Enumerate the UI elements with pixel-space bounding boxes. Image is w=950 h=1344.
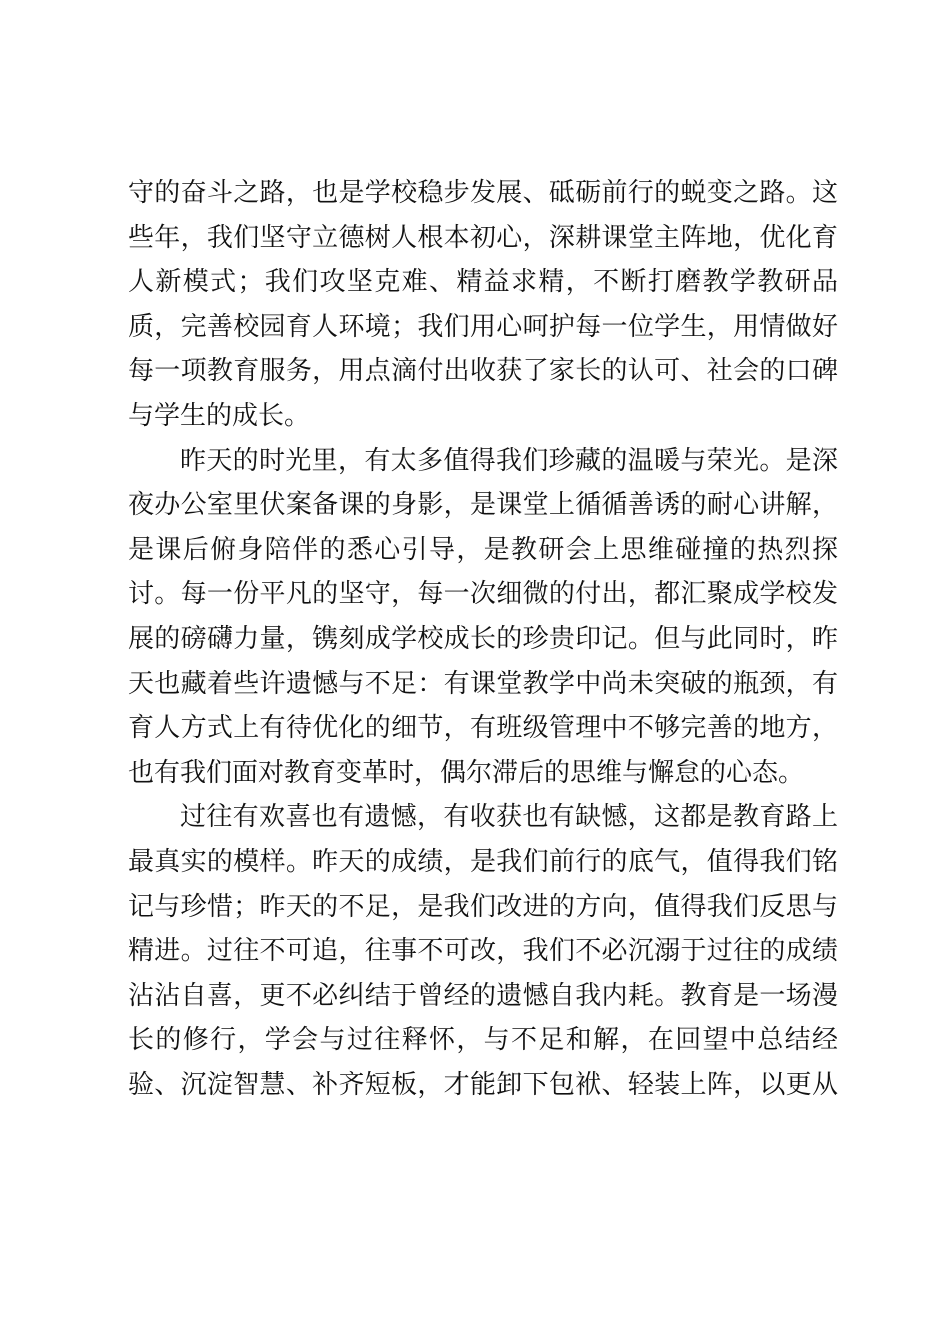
text-line: 育人方式上有待优化的细节，有班级管理中不够完善的地方， xyxy=(128,713,838,744)
paragraph-2 xyxy=(128,439,838,796)
text-line: 昨天的时光里，有太多值得我们珍藏的温暖与荣光。是深 xyxy=(180,445,838,476)
text-line: 守的奋斗之路，也是学校稳步发展、砥砺前行的蜕变之路。这 xyxy=(128,178,838,208)
document-body xyxy=(128,171,838,1107)
text-line: 与学生的成长。 xyxy=(128,400,311,431)
text-line: 夜办公室里伏案备课的身影，是课堂上循循善诱的耐心讲解， xyxy=(128,490,838,521)
text-line: 是课后俯身陪伴的悉心引导，是教研会上思维碰撞的热烈探 xyxy=(128,534,838,565)
text-line: 沾沾自喜，更不必纠结于曾经的遗憾自我内耗。教育是一场漫 xyxy=(128,980,838,1011)
text-line: 验、沉淀智慧、补齐短板，才能卸下包袱、轻装上阵，以更从 xyxy=(128,1069,838,1100)
paragraph-1 xyxy=(128,171,838,439)
text-line: 精进。过往不可追，往事不可改，我们不必沉溺于过往的成绩 xyxy=(128,936,838,967)
text-line: 些年，我们坚守立德树人根本初心，深耕课堂主阵地，优化育 xyxy=(128,222,838,253)
text-line: 记与珍惜；昨天的不足，是我们改进的方向，值得我们反思与 xyxy=(128,891,838,922)
text-line: 每一项教育服务，用点滴付出收获了家长的认可、社会的口碑 xyxy=(128,356,838,387)
text-line: 过往有欢喜也有遗憾，有收获也有缺憾，这都是教育路上 xyxy=(180,802,838,833)
text-line: 讨。每一份平凡的坚守，每一次细微的付出，都汇聚成学校发 xyxy=(128,579,838,610)
text-line: 展的磅礴力量，镌刻成学校成长的珍贵印记。但与此同时，昨 xyxy=(128,623,838,654)
text-line: 也有我们面对教育变革时，偶尔滞后的思维与懈怠的心态。 xyxy=(128,757,805,788)
text-line: 质，完善校园育人环境；我们用心呵护每一位学生，用情做好 xyxy=(128,311,838,342)
text-line: 长的修行，学会与过往释怀，与不足和解，在回望中总结经 xyxy=(128,1025,838,1056)
text-line: 最真实的模样。昨天的成绩，是我们前行的底气，值得我们铭 xyxy=(128,846,838,877)
text-line: 人新模式；我们攻坚克难、精益求精，不断打磨教学教研品 xyxy=(128,267,838,298)
text-line: 天也藏着些许遗憾与不足：有课堂教学中尚未突破的瓶颈，有 xyxy=(128,668,838,699)
paragraph-3 xyxy=(128,795,838,1107)
